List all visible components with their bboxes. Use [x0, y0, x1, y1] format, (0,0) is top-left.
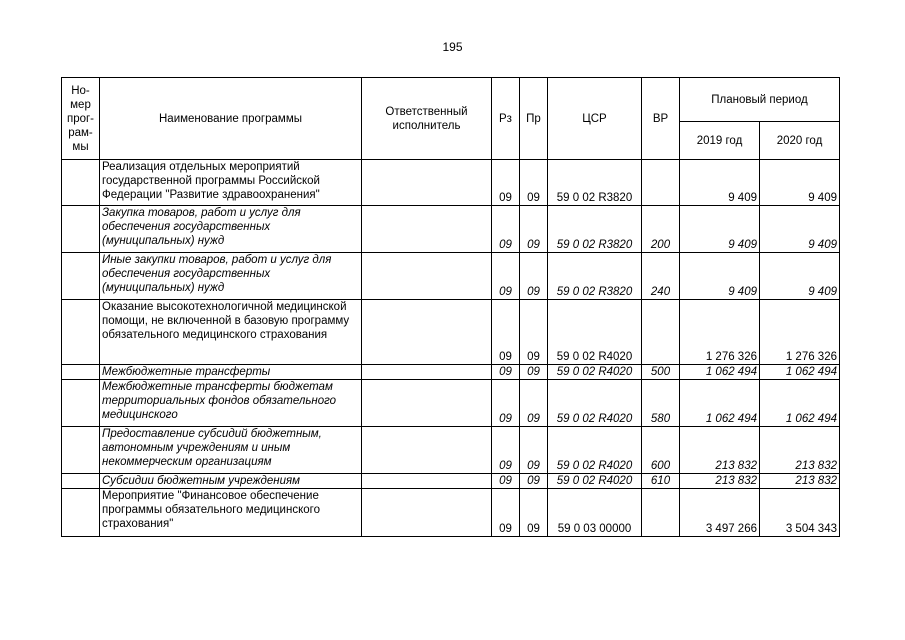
program-number-cell [62, 253, 100, 300]
vr-cell: 500 [642, 365, 680, 380]
value-2019-cell: 1 062 494 [680, 365, 760, 380]
responsible-executor-cell [362, 300, 492, 365]
responsible-executor-cell [362, 474, 492, 489]
value-2019-cell: 9 409 [680, 206, 760, 253]
value-2019-cell: 1 062 494 [680, 380, 760, 427]
pr-cell: 09 [520, 489, 548, 537]
table-row [62, 489, 840, 537]
value-2019-cell: 1 276 326 [680, 300, 760, 365]
rz-cell: 09 [492, 380, 520, 427]
vr-cell: 600 [642, 427, 680, 474]
table-row [62, 160, 840, 206]
program-name-cell: Субсидии бюджетным учреждениям [100, 474, 362, 489]
csr-cell: 59 0 02 R3820 [548, 206, 642, 253]
program-number-cell [62, 206, 100, 253]
table-row [62, 427, 840, 474]
value-2020-cell: 1 062 494 [760, 380, 840, 427]
csr-cell: 59 0 02 R4020 [548, 380, 642, 427]
pr-cell: 09 [520, 427, 548, 474]
program-name-cell: Межбюджетные трансферты [100, 365, 362, 380]
value-2020-cell: 9 409 [760, 206, 840, 253]
header-rz: Рз [492, 78, 520, 160]
rz-cell: 09 [492, 206, 520, 253]
rz-cell: 09 [492, 427, 520, 474]
program-number-cell [62, 474, 100, 489]
csr-cell: 59 0 03 00000 [548, 489, 642, 537]
table-row [62, 365, 840, 380]
page-number: 195 [442, 40, 463, 54]
program-number-cell [62, 427, 100, 474]
csr-cell: 59 0 02 R4020 [548, 427, 642, 474]
value-2020-cell: 3 504 343 [760, 489, 840, 537]
csr-cell: 59 0 02 R3820 [548, 253, 642, 300]
pr-cell: 09 [520, 206, 548, 253]
pr-cell: 09 [520, 300, 548, 365]
program-name-cell: Мероприятие "Финансовое обеспечение программы обязательного медицинского страхования" [100, 489, 362, 537]
vr-cell [642, 489, 680, 537]
responsible-executor-cell [362, 253, 492, 300]
vr-cell [642, 300, 680, 365]
header-pr: Пр [520, 78, 548, 160]
csr-cell: 59 0 02 R4020 [548, 300, 642, 365]
table-row [62, 300, 840, 365]
program-name-cell: Предоставление субсидий бюджетным, автономным учреждениям и иным некоммерческим организациям [100, 427, 362, 474]
csr-cell: 59 0 02 R4020 [548, 365, 642, 380]
responsible-executor-cell [362, 206, 492, 253]
vr-cell: 610 [642, 474, 680, 489]
program-number-cell [62, 365, 100, 380]
header-responsible-executor: Ответственный исполнитель [362, 78, 492, 160]
value-2020-cell: 9 409 [760, 160, 840, 206]
table-row [62, 206, 840, 253]
pr-cell: 09 [520, 380, 548, 427]
pr-cell: 09 [520, 365, 548, 380]
pr-cell: 09 [520, 474, 548, 489]
responsible-executor-cell [362, 160, 492, 206]
header-year-2019: 2019 год [680, 122, 760, 160]
value-2020-cell: 9 409 [760, 253, 840, 300]
rz-cell: 09 [492, 253, 520, 300]
rz-cell: 09 [492, 160, 520, 206]
table-row [62, 380, 840, 427]
rz-cell: 09 [492, 474, 520, 489]
vr-cell: 240 [642, 253, 680, 300]
responsible-executor-cell [362, 427, 492, 474]
csr-cell: 59 0 02 R3820 [548, 160, 642, 206]
value-2020-cell: 213 832 [760, 474, 840, 489]
responsible-executor-cell [362, 489, 492, 537]
rz-cell: 09 [492, 489, 520, 537]
pr-cell: 09 [520, 253, 548, 300]
value-2020-cell: 1 276 326 [760, 300, 840, 365]
program-number-cell [62, 160, 100, 206]
program-name-cell: Реализация отдельных мероприятий государственной программы Российской Федерации "Развитие здравоохранения" [100, 160, 362, 206]
program-name-cell: Оказание высокотехнологичной медицинской помощи, не включенной в базовую программу обязательного медицинского страхования [100, 300, 362, 365]
program-number-cell [62, 300, 100, 365]
value-2019-cell: 213 832 [680, 474, 760, 489]
value-2019-cell: 9 409 [680, 253, 760, 300]
program-number-cell [62, 380, 100, 427]
responsible-executor-cell [362, 380, 492, 427]
value-2020-cell: 213 832 [760, 427, 840, 474]
header-csr: ЦСР [548, 78, 642, 160]
header-program-name: Наименование программы [100, 78, 362, 160]
value-2019-cell: 9 409 [680, 160, 760, 206]
budget-table [61, 77, 840, 537]
table-row [62, 474, 840, 489]
vr-cell: 200 [642, 206, 680, 253]
vr-cell [642, 160, 680, 206]
pr-cell: 09 [520, 160, 548, 206]
value-2019-cell: 213 832 [680, 427, 760, 474]
value-2020-cell: 1 062 494 [760, 365, 840, 380]
vr-cell: 580 [642, 380, 680, 427]
header-planning-period: Плановый период [680, 78, 840, 122]
value-2019-cell: 3 497 266 [680, 489, 760, 537]
header-year-2020: 2020 год [760, 122, 840, 160]
table-row [62, 253, 840, 300]
rz-cell: 09 [492, 300, 520, 365]
responsible-executor-cell [362, 365, 492, 380]
program-name-cell: Закупка товаров, работ и услуг для обеспечения государственных (муниципальных) нужд [100, 206, 362, 253]
program-number-cell [62, 489, 100, 537]
rz-cell: 09 [492, 365, 520, 380]
header-vr: ВР [642, 78, 680, 160]
program-name-cell: Иные закупки товаров, работ и услуг для обеспечения государственных (муниципальных) нужд [100, 253, 362, 300]
header-program-number: Но- мер прог- рам- мы [62, 78, 100, 160]
program-name-cell: Межбюджетные трансферты бюджетам территориальных фондов обязательного медицинского [100, 380, 362, 427]
csr-cell: 59 0 02 R4020 [548, 474, 642, 489]
